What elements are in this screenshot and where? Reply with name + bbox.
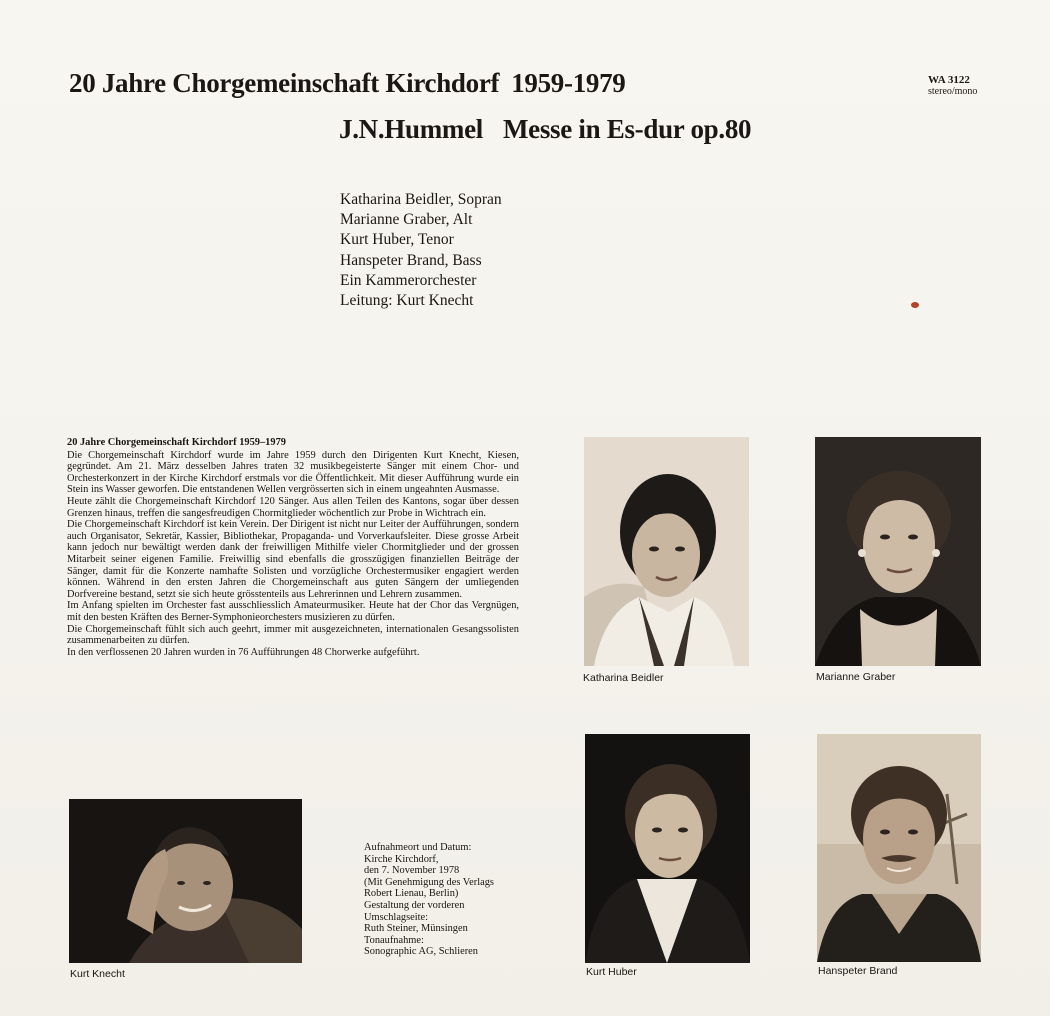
credit-line: Kirche Kirchdorf, <box>364 853 439 865</box>
format-label: stereo/mono <box>928 86 978 97</box>
composer-name: J.N.Hummel <box>339 114 483 144</box>
caption-marianne-graber: Marianne Graber <box>816 671 896 683</box>
cast-item: Kurt Huber, Tenor <box>340 231 454 249</box>
credit-line: Gestaltung der vorderen <box>364 899 465 911</box>
catalog-info <box>928 74 977 98</box>
cast-item: Ein Kammerorchester <box>340 271 477 289</box>
photo-kurt-knecht <box>69 799 302 963</box>
credit-line: Tonaufnahme: <box>364 934 424 946</box>
work-name: Messe in Es-dur op.80 <box>502 114 752 144</box>
credit-line: Umschlagseite: <box>364 911 429 923</box>
portrait-image <box>585 734 750 963</box>
liner-notes-heading: 20 Jahre Chorgemeinschaft Kirchdorf 1959–1979 <box>67 437 286 448</box>
liner-notes-paragraph: In den verflossenen 20 Jahren wurden in 76 Aufführungen 48 Chorwerke aufgeführt. <box>67 646 420 658</box>
portrait-image <box>817 734 981 962</box>
liner-notes-paragraph: Heute zählt die Chorgemeinschaft Kirchdorf 120 Sänger. Aus allen Teilen des Kantons, sogar über dessen Grenzen hinaus, treffen die sangesfreudigen Chormitglieder wöchentlich zur Probe in Wichtrach ein. <box>67 495 519 519</box>
cast-item: Marianne Graber, Alt <box>340 211 473 229</box>
photo-kurt-huber <box>585 734 750 963</box>
liner-notes-paragraph: Die Chorgemeinschaft Kirchdorf wurde im Jahre 1959 durch den Dirigenten Kurt Knecht, Kiesen, gegründet. Am 21. März desselben Jahres traten 32 musikbegeisterte Sänger mit einem Chor- und Orchesterkonzert in der Kirche Kirchdorf erstmals vor die Öffentlichkeit. Mit dieser Aufführung wurde ein Stein ins Wasser geworfen. Die entstandenen Wellen vergrösserten sich in einem ungeahnten Ausmasse. <box>67 449 519 496</box>
album-title-text: 20 Jahre Chorgemeinschaft Kirchdorf <box>69 68 500 98</box>
liner-notes-paragraph: Die Chorgemeinschaft Kirchdorf ist kein Verein. Der Dirigent ist nicht nur Leiter der Aufführungen, sondern auch Organisator, Sekretär, Kassier, Bibliothekar, Propaganda- und Vorverkaufsleiter. Diese grosse Arbeit kann jedoch nur bewältigt werden dank der freiwilligen Mithilfe vieler Chormitglieder und der grossen Mitarbeit seiner eigenen Familie. Freiwillig sind ebenfalls die grosszügigen finanziellen Beiträge der Sänger, damit für die Konzerte namhafte Solisten und vorzügliche Orchestermusiker engagiert werden können. Während in den ersten Jahren die Chorgemeinschaft aus guten Sängern der umliegenden Dorfvereine bestand, setzt sie sich heute grösstenteils aus Lehrerinnen und Lehrern zusammen. <box>67 519 519 600</box>
credit-line: (Mit Genehmigung des Verlags <box>364 876 494 888</box>
album-years: 1959-1979 <box>511 68 626 98</box>
catalog-number: WA 3122 <box>928 74 970 86</box>
credit-line: Robert Lienau, Berlin) <box>364 888 459 900</box>
portrait-image <box>584 437 749 666</box>
photo-marianne-graber <box>815 437 981 666</box>
caption-hanspeter-brand: Hanspeter Brand <box>818 965 898 977</box>
cast-item: Katharina Beidler, Sopran <box>340 191 502 208</box>
album-title <box>69 68 626 99</box>
liner-notes-paragraph: Die Chorgemeinschaft fühlt sich auch geehrt, immer mit ausgezeichneten, internationalen Gesangssolisten zusammenarbeiten zu dürfen. <box>67 623 519 647</box>
cast-list <box>340 190 502 311</box>
portrait-image <box>815 437 981 666</box>
work-title <box>339 114 751 145</box>
cast-item: Hanspeter Brand, Bass <box>340 251 482 269</box>
caption-katharina-beidler: Katharina Beidler <box>583 672 664 684</box>
caption-kurt-huber: Kurt Huber <box>586 966 637 978</box>
stain-spot <box>911 302 919 308</box>
credit-line: Ruth Steiner, Münsingen <box>364 923 468 935</box>
recording-credits <box>364 842 494 958</box>
liner-notes-paragraph: Im Anfang spielten im Orchester fast ausschliesslich Amateurmusiker. Heute hat der Chor das Vergnügen, mit den besten Kräften des Berner-Symphonieorchesters musizieren zu dürfen. <box>67 600 519 623</box>
liner-notes <box>67 437 519 658</box>
photo-hanspeter-brand <box>817 734 981 962</box>
cast-item: Leitung: Kurt Knecht <box>340 292 474 310</box>
caption-kurt-knecht: Kurt Knecht <box>70 968 125 980</box>
portrait-image <box>69 799 302 963</box>
credit-line: den 7. November 1978 <box>364 865 460 877</box>
photo-katharina-beidler <box>584 437 749 666</box>
credit-line: Aufnahmeort und Datum: <box>364 842 472 853</box>
credit-line: Sonographic AG, Schlieren <box>364 946 478 958</box>
